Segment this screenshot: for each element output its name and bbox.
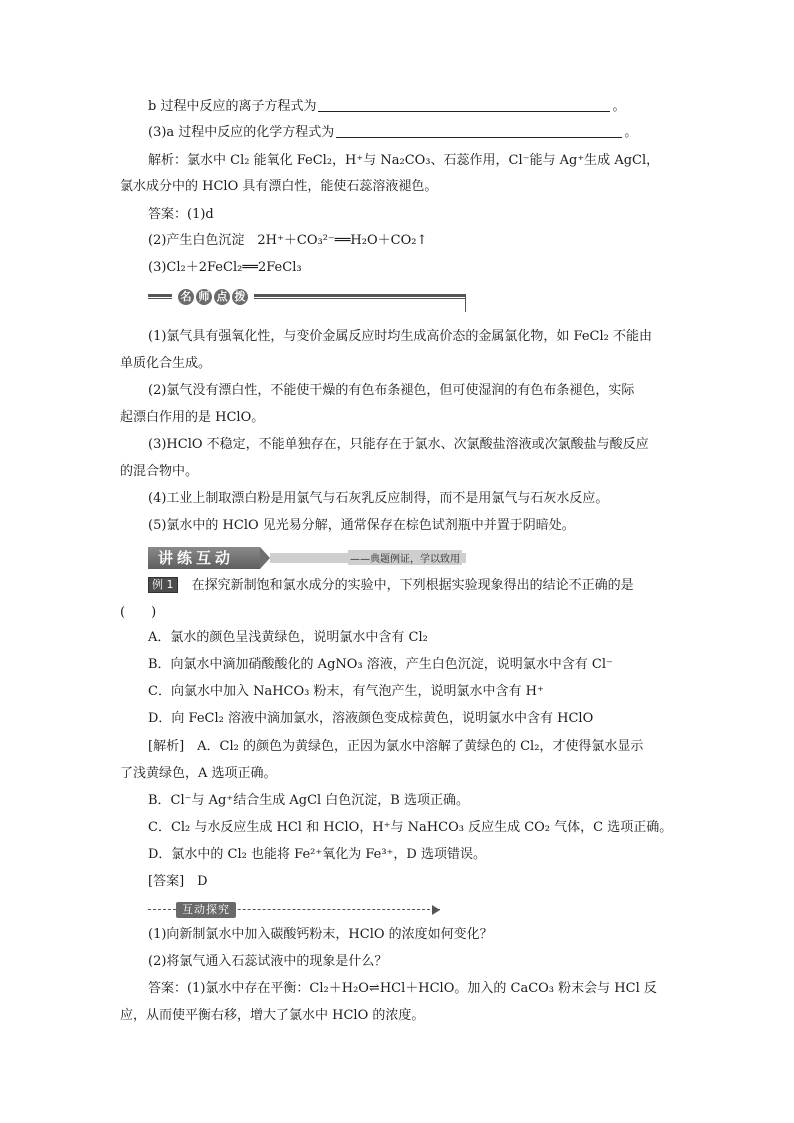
answer-text: [答案] D (148, 874, 208, 889)
option-d: D．向 FeCl₂ 溶液中滴加氯水，溶液颜色变成棕黄色，说明氯水中含有 HClO (148, 711, 594, 726)
explore-answer: 应，从而使平衡右移，增大了氯水中 HClO 的浓度。 (120, 1008, 425, 1023)
option-a: A．氯水的颜色呈浅黄绿色，说明氯水中含有 Cl₂ (148, 630, 428, 645)
example-badge: 例 1 (148, 577, 178, 593)
tip-paragraph: (4)工业上制取漂白粉是用氯气与石灰乳反应制得，而不是用氯气与石灰水反应。 (148, 491, 609, 506)
question-b-line: b 过程中反应的离子方程式为 。 (148, 99, 626, 114)
tip-paragraph: (2)氯气没有漂白性，不能使干燥的有色布条褪色，但可使湿润的有色布条褪色，实际 (148, 383, 635, 398)
answer-text: 答案：(1)d (148, 207, 214, 222)
tip-paragraph: (1)氯气具有强氧化性，与变价金属反应时均生成高价态的金属氯化物，如 FeCl₂ 不能由 (148, 329, 652, 344)
tip-paragraph: (5)氯水中的 HClO 见光易分解，通常保存在棕色试剂瓶中并置于阴暗处。 (148, 518, 575, 533)
tip-paragraph: 起漂白作用的是 HClO。 (120, 410, 265, 425)
section-title: 讲练互动 (148, 547, 260, 569)
explore-banner (148, 902, 440, 918)
arrow-right-icon (432, 905, 440, 915)
tip-paragraph: 单质化合生成。 (120, 356, 212, 371)
section-banner (148, 547, 466, 569)
option-c: C．向氯水中加入 NaHCO₃ 粉末，有气泡产生，说明氯水中含有 H⁺ (148, 684, 544, 699)
answer-text: (3)Cl₂＋2FeCl₂══2FeCl₃ (148, 260, 302, 275)
explore-title: 互动探究 (176, 902, 236, 918)
solution-text: D．氯水中的 Cl₂ 也能将 Fe²⁺氧化为 Fe³⁺，D 选项错误。 (148, 847, 486, 862)
option-b: B．向氯水中滴加硝酸酸化的 AgNO₃ 溶液，产生白色沉淀，说明氯水中含有 Cl⁻ (148, 657, 613, 672)
tips-title: 名 师 点 拨 (172, 288, 254, 306)
analysis-text: 解析：氯水中 Cl₂ 能氧化 FeCl₂，H⁺与 Na₂CO₃、石蕊作用，Cl⁻能与 Ag⁺生成 AgCl， (148, 153, 660, 168)
explore-question: (2)将氯气通入石蕊试液中的现象是什么？ (148, 954, 388, 969)
solution-text: B．Cl⁻与 Ag⁺结合生成 AgCl 白色沉淀，B 选项正确。 (148, 793, 469, 808)
solution-text: 了浅黄绿色，A 选项正确。 (120, 766, 277, 781)
tip-paragraph: (3)HClO 不稳定，不能单独存在，只能存在于氯水、次氯酸盐溶液或次氯酸盐与酸反应 (148, 437, 649, 452)
solution-text: C．Cl₂ 与水反应生成 HCl 和 HClO，H⁺与 NaHCO₃ 反应生成 CO₂ 气体，C 选项正确。 (148, 820, 673, 835)
solution-text: [解析] A．Cl₂ 的颜色为黄绿色，正因为氯水中溶解了黄绿色的 Cl₂，才使得氯水显示 (148, 739, 644, 754)
explore-answer: 答案：(1)氯水中存在平衡：Cl₂＋H₂O⇌HCl＋HClO。加入的 CaCO₃ 粉末会与 HCl 反 (148, 981, 657, 996)
answer-blank[interactable] (336, 137, 622, 138)
tips-banner (148, 288, 466, 310)
explore-question: (1)向新制氯水中加入碳酸钙粉末，HClO 的浓度如何变化？ (148, 927, 493, 942)
tip-paragraph: 的混合物中。 (120, 464, 199, 479)
example-stem-bracket: ( ) (120, 605, 157, 620)
analysis-text: 氯水成分中的 HClO 具有漂白性，能使石蕊溶液褪色。 (120, 179, 438, 194)
answer-blank[interactable] (318, 111, 610, 112)
example-stem: 例 1 在探究新制饱和氯水成分的实验中，下列根据实验现象得出的结论不正确的是 (148, 577, 634, 595)
answer-text: (2)产生白色沉淀 2H⁺＋CO₃²⁻══H₂O＋CO₂↑ (148, 233, 428, 248)
question-3-line: (3)a 过程中反应的化学方程式为 。 (148, 125, 638, 140)
section-subtitle: ——典题例证，学以致用 (348, 550, 462, 565)
